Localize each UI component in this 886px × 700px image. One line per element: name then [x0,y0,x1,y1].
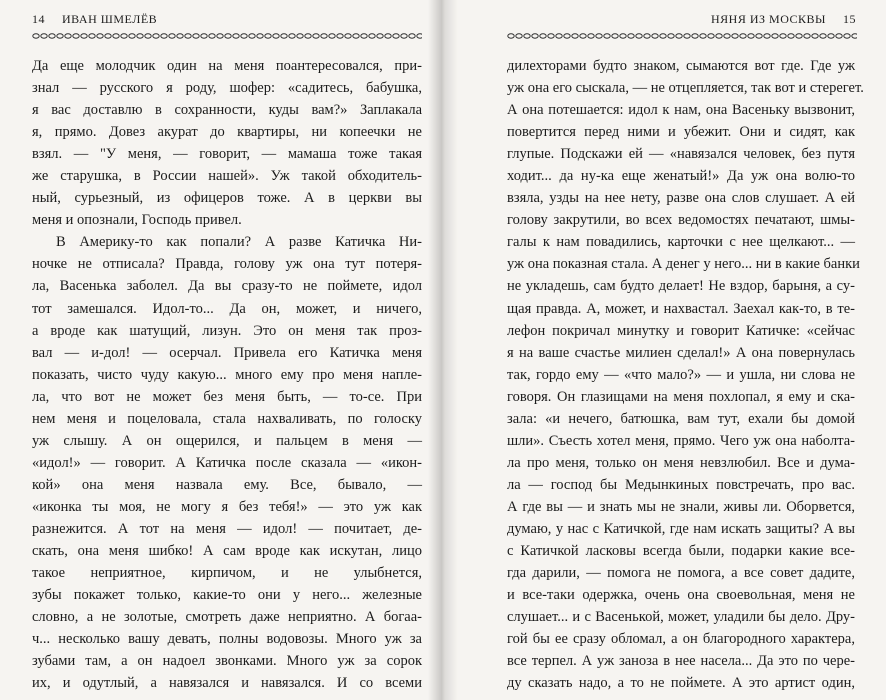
text-line: все терпел. А уж заноза в нее насела... Да это по чере- [507,653,855,670]
text-line: уж она его сыскала, — не отцепляется, так вот и стерегет. [507,80,864,97]
text-line: галы к нам повадились, карточки с нее щелкают... — [507,234,855,251]
text-line: разнежится. А тот на меня — идол! — почитает, де- [32,520,422,537]
text-line: вал — и-дол! — осерчал. Привела его Катичка меня [32,344,422,361]
text-line: меня и опознали, Господь привел. [32,212,242,229]
right-page-number: 15 [843,12,856,26]
text-line: словно, а не золотые, смотреть даже неприятно. А богаа- [32,609,422,626]
text-line: не укладешь, сам будто делает! Не вздор, барыня, а су- [507,278,855,295]
left-header [32,12,157,27]
text-line: зубами там, а он надоел звонками. Много уж за сорок [32,653,422,670]
text-line: гой бы ее сразу обломал, а он благородного характера, [507,631,855,648]
text-line: ла — господ бы Медынкиных повстречать, про вас. [507,476,855,493]
text-line: с Катичкой ласковы всегда были, подарки какие все- [507,543,855,560]
text-line: скать, она меня шибко! А сам вроде как искутан, лицо [32,543,422,560]
text-line: А она потешается: идол к нам, она Васеньку вызвонит, [507,102,855,119]
text-line: же старушка, в России нашей». Уж такой обходитель- [32,168,422,185]
text-line: знал — русского я роду, шофер: «садитесь, бабушка, [32,80,422,97]
text-line: ночке не отписала? Правда, голову уж она тут потеря- [32,256,422,273]
text-line: повертится перед ними и убежит. Они и сидят, как [507,124,855,141]
left-page [0,0,441,700]
text-line: слушает... и с Васенькой, может, уладили бы дело. Дру- [507,609,855,626]
text-line: А где вы — и знать мы не знали, живы ли. Оборвется, [507,498,855,515]
text-line: «идол!» — говорит. А Катичка после сказала — «икон- [32,454,422,471]
text-line: так, гордо ему — «что мало?» — и ушла, ни слова не [507,366,855,383]
text-line: голову закрутили, во всех ведомостях печатают, шмы- [507,212,855,229]
right-ornament-divider [507,32,857,40]
text-line: взяла, узды на нее нету, разве она слов слушает. А ей [507,190,855,207]
text-line: лефон покричал минутку и говорит Катичке: «сейчас [507,322,855,339]
right-running-head: НЯНЯ ИЗ МОСКВЫ [711,12,826,26]
text-line: а вроде как шатущий, лизун. Это он меня так проз- [32,322,422,339]
text-line: ла про меня, только он меня невзлюбил. Все и дума- [507,454,855,471]
text-line: шли». Съесть хотел меня, прямо. Чего уж она наболта- [507,432,855,449]
text-line: думаю, у нас с Катичкой, где нам искать защиты? А вы [507,520,855,537]
text-line: взял. — "У меня, — говорит, — мамаша тоже такая [32,146,422,163]
text-line: я на ваше счастье милиен сделал!» А она повернулась [507,344,855,361]
text-line: Да еще молодчик один на меня поантересовался, при- [32,58,422,74]
text-line: такое неприятное, кирпичом, и не улыбнется, [32,565,422,582]
text-line: дилехторами будто знаком, сымаются вот где. Где уж [507,58,855,74]
text-line: ходит... да ну-ка еще женатый!» Да уж она волю-то [507,168,855,185]
text-line: говоря. Он глазищами на меня похлопал, я ему и ска- [507,388,855,405]
text-line: В Америку-то как попали? А разве Катичка Ни- [56,234,422,251]
text-line: я, прямо. Довез акурат до квартиры, ни копеечки не [32,124,422,141]
text-line: глупые. Подскажи ей — «навязался человек, без путя [507,146,855,163]
right-body-text [507,55,864,694]
text-line: их, и одутлый, а навязался и навязался. И со всеми [32,675,422,692]
text-line: зубы покажет только, какие-то они у него... железные [32,587,422,604]
left-running-head: ИВАН ШМЕЛЁВ [62,12,158,26]
text-line: ла, что вот не может без меня быть, — то-се. При [32,388,422,405]
text-line: ду сказать надо, а то не поймете. А это артист один, [507,675,855,692]
text-line: щая правда. А, может, и нахвастал. Заехал как-то, в те- [507,300,855,317]
text-line: уж она показная стала. А денег у него... ни в какие банки [507,256,860,273]
text-line: нем меня и поцеловала, стала нахваливать, по голоску [32,410,422,427]
left-page-number: 14 [32,12,45,26]
text-line: ла, Васенька заболел. Да вы сразу-то не поймете, идол [32,278,422,295]
text-line: показать, чисто чуду какую... много ему про меня напле- [32,366,422,383]
left-body-text [32,55,422,694]
right-page [445,0,886,700]
text-line: я вас доставлю в сохранности, куды вам?» Заплакала [32,102,422,119]
text-line: гда дарили, — помога не помога, а все совет дадите, [507,565,855,582]
text-line: и все-таки одержка, очень она своевольная, меня не [507,587,855,604]
text-line: уж слышу. А он ощерился, и пальцем в меня — [32,432,422,449]
text-line: кой» она меня назвала ему. Все, бывало, — [32,476,422,493]
text-line: зала: «и нечего, батюшка, вам тут, ехали бы домой [507,410,855,427]
text-line: тот замешался. Идол-то... Да он, может, и ничего, [32,300,422,317]
text-line: ный, сурьезный, из офицеров тоже. А в церкви вы [32,190,422,207]
text-line: «иконка ты моя, не могу я без тебя!» — это уж как [32,498,422,515]
right-header [711,12,856,27]
text-line: ч... несколько вашу девать, полны водовозы. Много уж за [32,631,422,648]
left-ornament-divider [32,32,422,40]
